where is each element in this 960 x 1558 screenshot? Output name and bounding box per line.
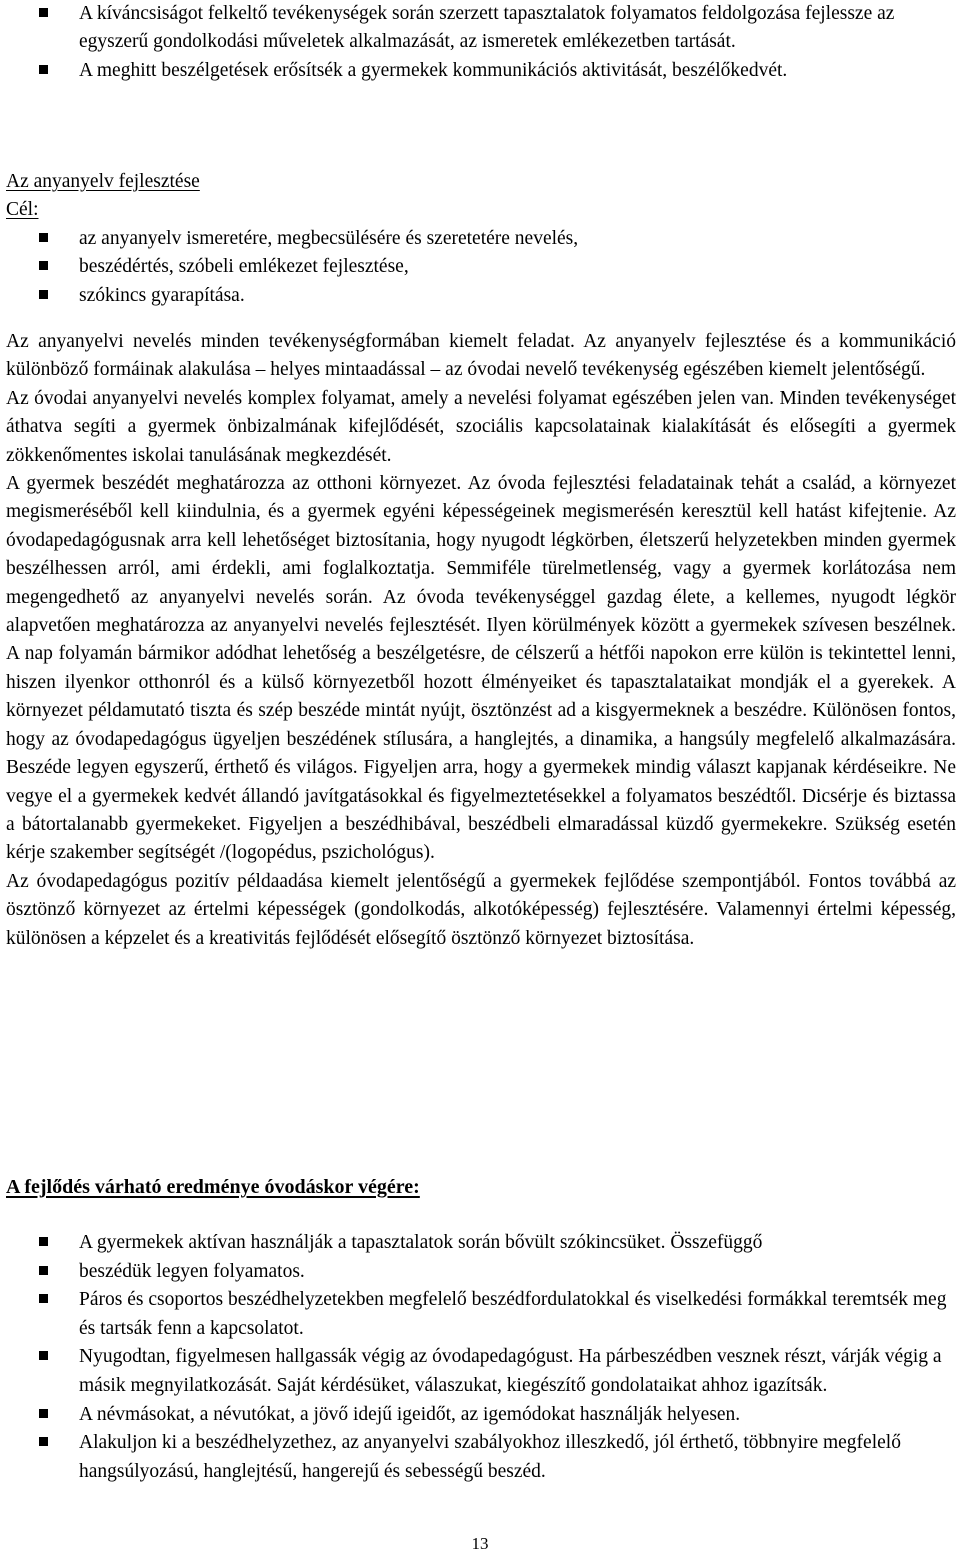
- goal-bullet-list: [0, 225, 960, 310]
- list-item: Alakuljon ki a beszédhelyzethez, az anyanyelvi szabályokhoz illeszkedő, jól érthető, többnyire megfelelő hangsúlyozású, hanglejtésű, hangerejű és sebességű beszéd.: [0, 1429, 960, 1486]
- paragraph: Az óvodapedagógus pozitív példaadása kiemelt jelentőségű a gyermekek fejlődése szempontjából. Fontos továbbá az ösztönző környezet az értelmi képességek (gondolkodás, alkotóképesség) fejlesztésére. Valamennyi értelmi képesség, különösen a képzelet és a kreativitás fejlődését elősegítő ösztönző környezet biztosítása.: [6, 870, 956, 949]
- paragraph: A gyermek beszédét meghatározza az otthoni környezet. Az óvoda fejlesztési feladatainak tehát a család, a környezet megismeréséből kell kiindulnia, és a gyermek egyéni képességeinek megismerésén keresztül kell hatást kifejtenie. Az óvodapedagógusnak arra kell lehetőséget biztosítania, hogy nyugodt légkörben, életszerű helyzetekben minden gyermek beszélhessen arról, ami érdekli, ami foglalkoztatja. Semmiféle türelmetlenség, vagy a gyermek korlátozása nem megengedhető az anyanyelvi nevelés során. Az óvoda tevékenységgel gazdag élete, a kellemes, nyugodt légkör alapvetően meghatározza az anyanyelvi nevelés fejlesztését. Ilyen körülmények között a gyermekek szívesen beszélnek. A nap folyamán bármikor adódhat lehetőség a beszélgetésre, de célszerű a hétfői napokon erre külön is tekintettel lenni, hiszen ilyenkor otthonról és a külső környezetből hozott élményeiket és tapasztalataikat mondják el a gyerekek. A környezet példamutató tiszta és szép beszéde mintát nyújt, ösztönzést ad a kisgyermeknek a beszédre. Különösen fontos, hogy az óvodapedagógus ügyeljen beszédének stílusára, a hanglejtés, a dinamika, a hangsúly megfelelő alkalmazására. Beszéde legyen egyszerű, érthető és világos. Figyeljen arra, hogy a gyermekek mindig választ kapjanak kérdéseikre. Ne vegye el a gyermekek kedvét állandó javítgatásokkal és figyelmeztetésekkel a folyamatos beszédtől. Dicsérje és biztassa a bátortalanabb gyermekeket. Figyeljen a beszédhibával, beszédbeli elmaradással küzdő gyermekekre. Szükség esetén kérje szakember segítségét /(logopédus, pszichológus).: [6, 473, 956, 864]
- list-item: Páros és csoportos beszédhelyzetekben megfelelő beszédfordulatokkal és viselkedési formákkal teremtsék meg és tartsák fenn a kapcsolatot.: [0, 1286, 960, 1343]
- goal-label: Cél:: [6, 199, 39, 220]
- list-item: A kíváncsiságot felkeltő tevékenységek során szerzett tapasztalatok folyamatos feldolgozása fejlessze az egyszerű gondolkodási műveletek alkalmazását, az ismeretek emlékezetben tartását.: [0, 0, 960, 57]
- list-item: beszédük legyen folyamatos.: [0, 1258, 960, 1287]
- list-item: A gyermekek aktívan használják a tapasztalatok során bővült szókincsüket. Összefüggő: [0, 1229, 960, 1258]
- list-item: Nyugodtan, figyelmesen hallgassák végig az óvodapedagógust. Ha párbeszédben vesznek részt, várják végig a másik megnyilatkozását. Saját kérdésüket, válaszukat, kiegészítő gondolataikat ahhoz igazítsák.: [0, 1343, 960, 1400]
- body-text: [6, 328, 956, 953]
- page-number: 13: [471, 1534, 489, 1553]
- list-item: A meghitt beszélgetések erősítsék a gyermekek kommunikációs aktivitását, beszélőkedvét.: [0, 57, 960, 85]
- list-item: A névmásokat, a névutókat, a jövő idejű igeidőt, az igemódokat használják helyesen.: [0, 1401, 960, 1430]
- list-item: beszédértés, szóbeli emlékezet fejlesztése,: [0, 253, 960, 281]
- list-item: az anyanyelv ismeretére, megbecsülésére és szeretetére nevelés,: [0, 225, 960, 253]
- intro-bullet-list: [0, 0, 960, 85]
- paragraph: Az anyanyelvi nevelés minden tevékenységformában kiemelt feladat. Az anyanyelv fejlesztése és a kommunikáció különböző formáinak alakulása – helyes mintaadással – az óvodai nevelő tevékenység egészében kiemelt jelentőségű.: [6, 331, 956, 381]
- outcome-title: A fejlődés várható eredménye óvodáskor végére:: [6, 1176, 420, 1198]
- outcome-bullet-list: [0, 1229, 960, 1486]
- list-item: szókincs gyarapítása.: [0, 282, 960, 310]
- paragraph: Az óvodai anyanyelvi nevelés komplex folyamat, amely a nevelési folyamat egészében jelen van. Minden tevékenységet áthatva segíti a gyermek önbizalmának kifejlődését, szociális kapcsolatainak kialakítását és elősegíti a gyermek zökkenőmentes iskolai tanulásának megkezdését.: [6, 387, 956, 466]
- section-title: Az anyanyelv fejlesztése: [6, 171, 200, 192]
